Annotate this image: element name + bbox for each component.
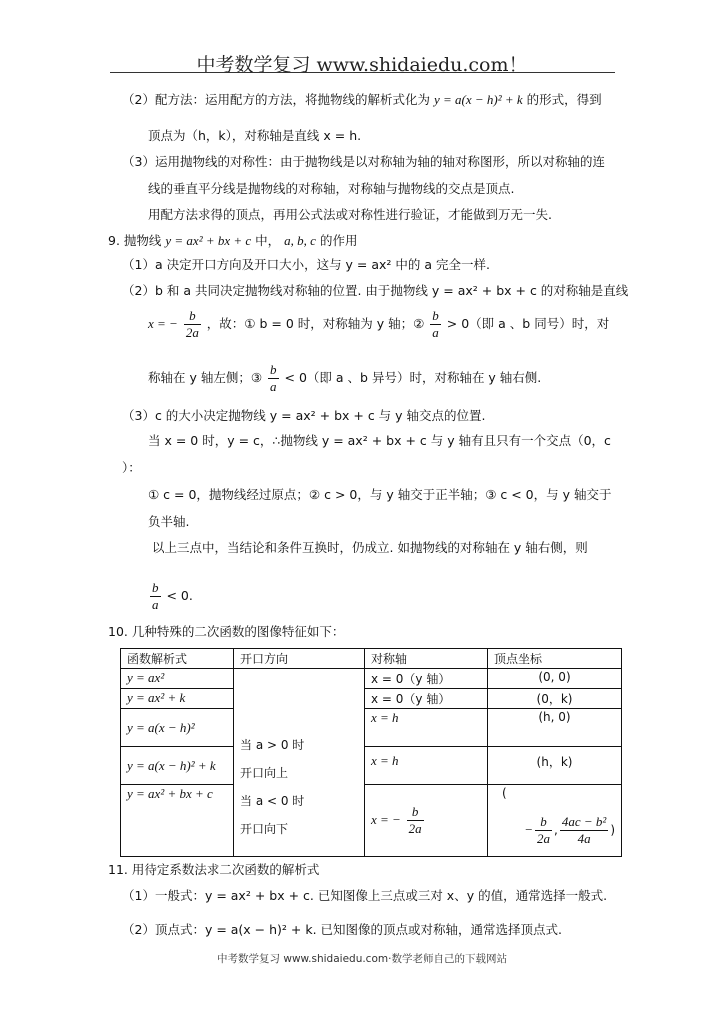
row5-vertex-expr: [494, 814, 615, 847]
s9-item3-line1: （3）c 的大小决定抛物线 y = ax² + bx + c 与 y 轴交点的位置.: [122, 408, 486, 423]
row3-vertex: (h, 0): [488, 709, 622, 747]
row5-vertex: [488, 785, 622, 857]
s9-item2-frac3-den: a: [270, 379, 277, 394]
table-row: [121, 669, 622, 689]
row5-axis-frac-num: b: [407, 804, 424, 821]
header-rule: [110, 72, 615, 73]
page-header: 中考数学复习 www.shidaiedu.com！: [196, 54, 528, 76]
s10-title: 10. 几种特殊的二次函数的图像特征如下：: [108, 624, 345, 639]
opening-3: 当 a < 0 时: [240, 794, 305, 808]
s9-item3-end: [148, 580, 193, 613]
table-header-func: 函数解析式: [121, 649, 234, 669]
s9-item3-line3: ）：: [122, 460, 141, 475]
table-row: [121, 689, 622, 709]
s11-item1: （1）一般式：y = ax² + bx + c. 已知图像上三点或三对 x、y 的值，通常选择一般式.: [122, 888, 608, 903]
row2-axis: x = 0（y 轴）: [365, 689, 488, 709]
s9-item2-tail: > 0（即 a 、b 同号）时，对: [446, 316, 610, 331]
s9-title-post: 的作用: [319, 233, 358, 248]
s9-item3-line2: 当 x = 0 时，y = c，∴抛物线 y = ax² + bx + c 与 y 轴有且只有一个交点（0，c: [148, 433, 611, 448]
s9-item2-line3-post: < 0（即 a 、b 异号）时，对称轴在 y 轴右侧.: [284, 370, 542, 385]
table-header-vertex: 顶点坐标: [488, 649, 622, 669]
row4-func: y = a(x − h)² + k: [121, 747, 234, 785]
s9-item2-line2: [148, 308, 609, 341]
row4-axis: x = h: [365, 747, 488, 785]
table-row: [121, 785, 622, 857]
row5-vertex-frac1-den: 2a: [537, 831, 551, 846]
p2-line2: 顶点为（h，k），对称轴是直线 x = h.: [148, 128, 362, 143]
s9-item3-end-frac-num: b: [152, 580, 159, 595]
s9-item2-x: x = −: [148, 316, 178, 331]
s9-title: [108, 233, 357, 249]
p2-formula: y = a(x − h)² + k: [433, 92, 523, 107]
row5-axis: [365, 785, 488, 857]
opening-4: 开口向下: [240, 822, 289, 836]
row5-vertex-frac1-num: b: [535, 814, 552, 831]
row3-axis: x = h: [365, 709, 488, 747]
s9-item2-frac2-num: b: [432, 308, 439, 323]
row5-vertex-frac2-den: 4a: [577, 831, 591, 846]
p3-line2: 线的垂直平分线是抛物线的对称轴，对称轴与抛物线的交点是顶点.: [148, 181, 515, 196]
opening-cell: [234, 669, 365, 857]
s9-item3-line6: 以上三点中，当结论和条件互换时，仍成立. 如抛物线的对称轴在 y 轴右侧，则: [152, 540, 588, 555]
s9-title-vars: a, b, c: [284, 233, 316, 248]
row5-func: y = ax² + bx + c: [121, 785, 234, 857]
s9-item2-frac-num: b: [184, 308, 201, 325]
row3-func: y = a(x − h)²: [121, 709, 234, 747]
row5-axis-frac-den: 2a: [408, 821, 422, 836]
s9-item3-end-frac-den: a: [152, 597, 159, 612]
p2-line1: [122, 92, 602, 108]
s9-title-formula: y = ax² + bx + c: [165, 233, 252, 248]
s9-item2-frac3: [268, 362, 279, 395]
s11-title: 11. 用待定系数法求二次函数的解析式: [108, 862, 320, 877]
s9-item3-line4: ① c = 0，抛物线经过原点；② c > 0，与 y 轴交于正半轴；③ c < 0，与 y 轴交于: [148, 487, 612, 502]
s9-item2-frac-den: 2a: [185, 325, 199, 340]
s9-item2-frac3-num: b: [270, 362, 277, 377]
s9-item2-frac2: [430, 308, 441, 341]
s9-item2-line1: （2）b 和 a 共同决定抛物线对称轴的位置. 由于抛物线 y = ax² + bx + c 的对称轴是直线: [122, 283, 629, 298]
s9-item3-end-tail: < 0.: [166, 588, 193, 603]
table-row: [121, 709, 622, 747]
row2-vertex: (0，k): [488, 689, 622, 709]
s9-title-mid: 中，: [255, 233, 281, 248]
row5-vertex-close: ): [610, 823, 615, 837]
s11-item2: （2）顶点式：y = a(x − h)² + k. 已知图像的顶点或对称轴，通常选择顶点式.: [122, 922, 563, 937]
s9-item2-frac2-den: a: [432, 325, 439, 340]
row1-axis: x = 0（y 轴）: [365, 669, 488, 689]
row1-func: y = ax²: [121, 669, 234, 689]
row5-vertex-frac1: [535, 814, 552, 847]
p3-line3: 用配方法求得的顶点，再用公式法或对称性进行验证，才能做到万无一失.: [148, 207, 552, 222]
table-header-opening: 开口方向: [234, 649, 365, 669]
row5-vertex-comma: ,: [554, 823, 558, 837]
p3-line1: （3）运用抛物线的对称性：由于抛物线是以对称轴为轴的轴对称图形，所以对称轴的连: [122, 154, 605, 169]
s9-item2-line3: [148, 362, 541, 395]
row5-axis-frac: [407, 804, 424, 837]
page-footer: 中考数学复习 www.shidaiedu.com·数学老师自己的下载网站: [217, 953, 507, 965]
p2-tail: 的形式，得到: [526, 92, 602, 107]
row4-vertex: (h，k): [488, 747, 622, 785]
s9-item3-line5: 负半轴.: [148, 514, 190, 529]
opening-1: 当 a > 0 时: [240, 738, 305, 752]
table-header-axis: 对称轴: [365, 649, 488, 669]
table-row: [121, 747, 622, 785]
row1-vertex: (0, 0): [488, 669, 622, 689]
s9-item2-frac: [184, 308, 201, 341]
row5-axis-x: x = −: [371, 812, 401, 827]
row5-vertex-frac2: [560, 814, 608, 847]
p2-label: （2）配方法：运用配方的方法，将抛物线的解析式化为: [122, 92, 430, 107]
s9-item3-end-frac: [150, 580, 161, 613]
feature-table: [120, 648, 622, 857]
row5-vertex-frac2-num: 4ac − b²: [561, 814, 607, 829]
row5-vertex-open: (: [502, 786, 507, 800]
s9-item1: （1）a 决定开口方向及开口大小，这与 y = ax² 中的 a 完全一样.: [122, 257, 491, 272]
s9-title-pre: 9. 抛物线: [108, 233, 162, 248]
s9-item2-line3-pre: 称轴在 y 轴左侧；③: [148, 370, 263, 385]
row5-vertex-minus: −: [524, 822, 534, 837]
opening-2: 开口向上: [240, 766, 289, 780]
table-header-row: [121, 649, 622, 669]
row2-func: y = ax² + k: [121, 689, 234, 709]
s9-item2-mid: ，故：① b = 0 时，对称轴为 y 轴；②: [206, 316, 425, 331]
